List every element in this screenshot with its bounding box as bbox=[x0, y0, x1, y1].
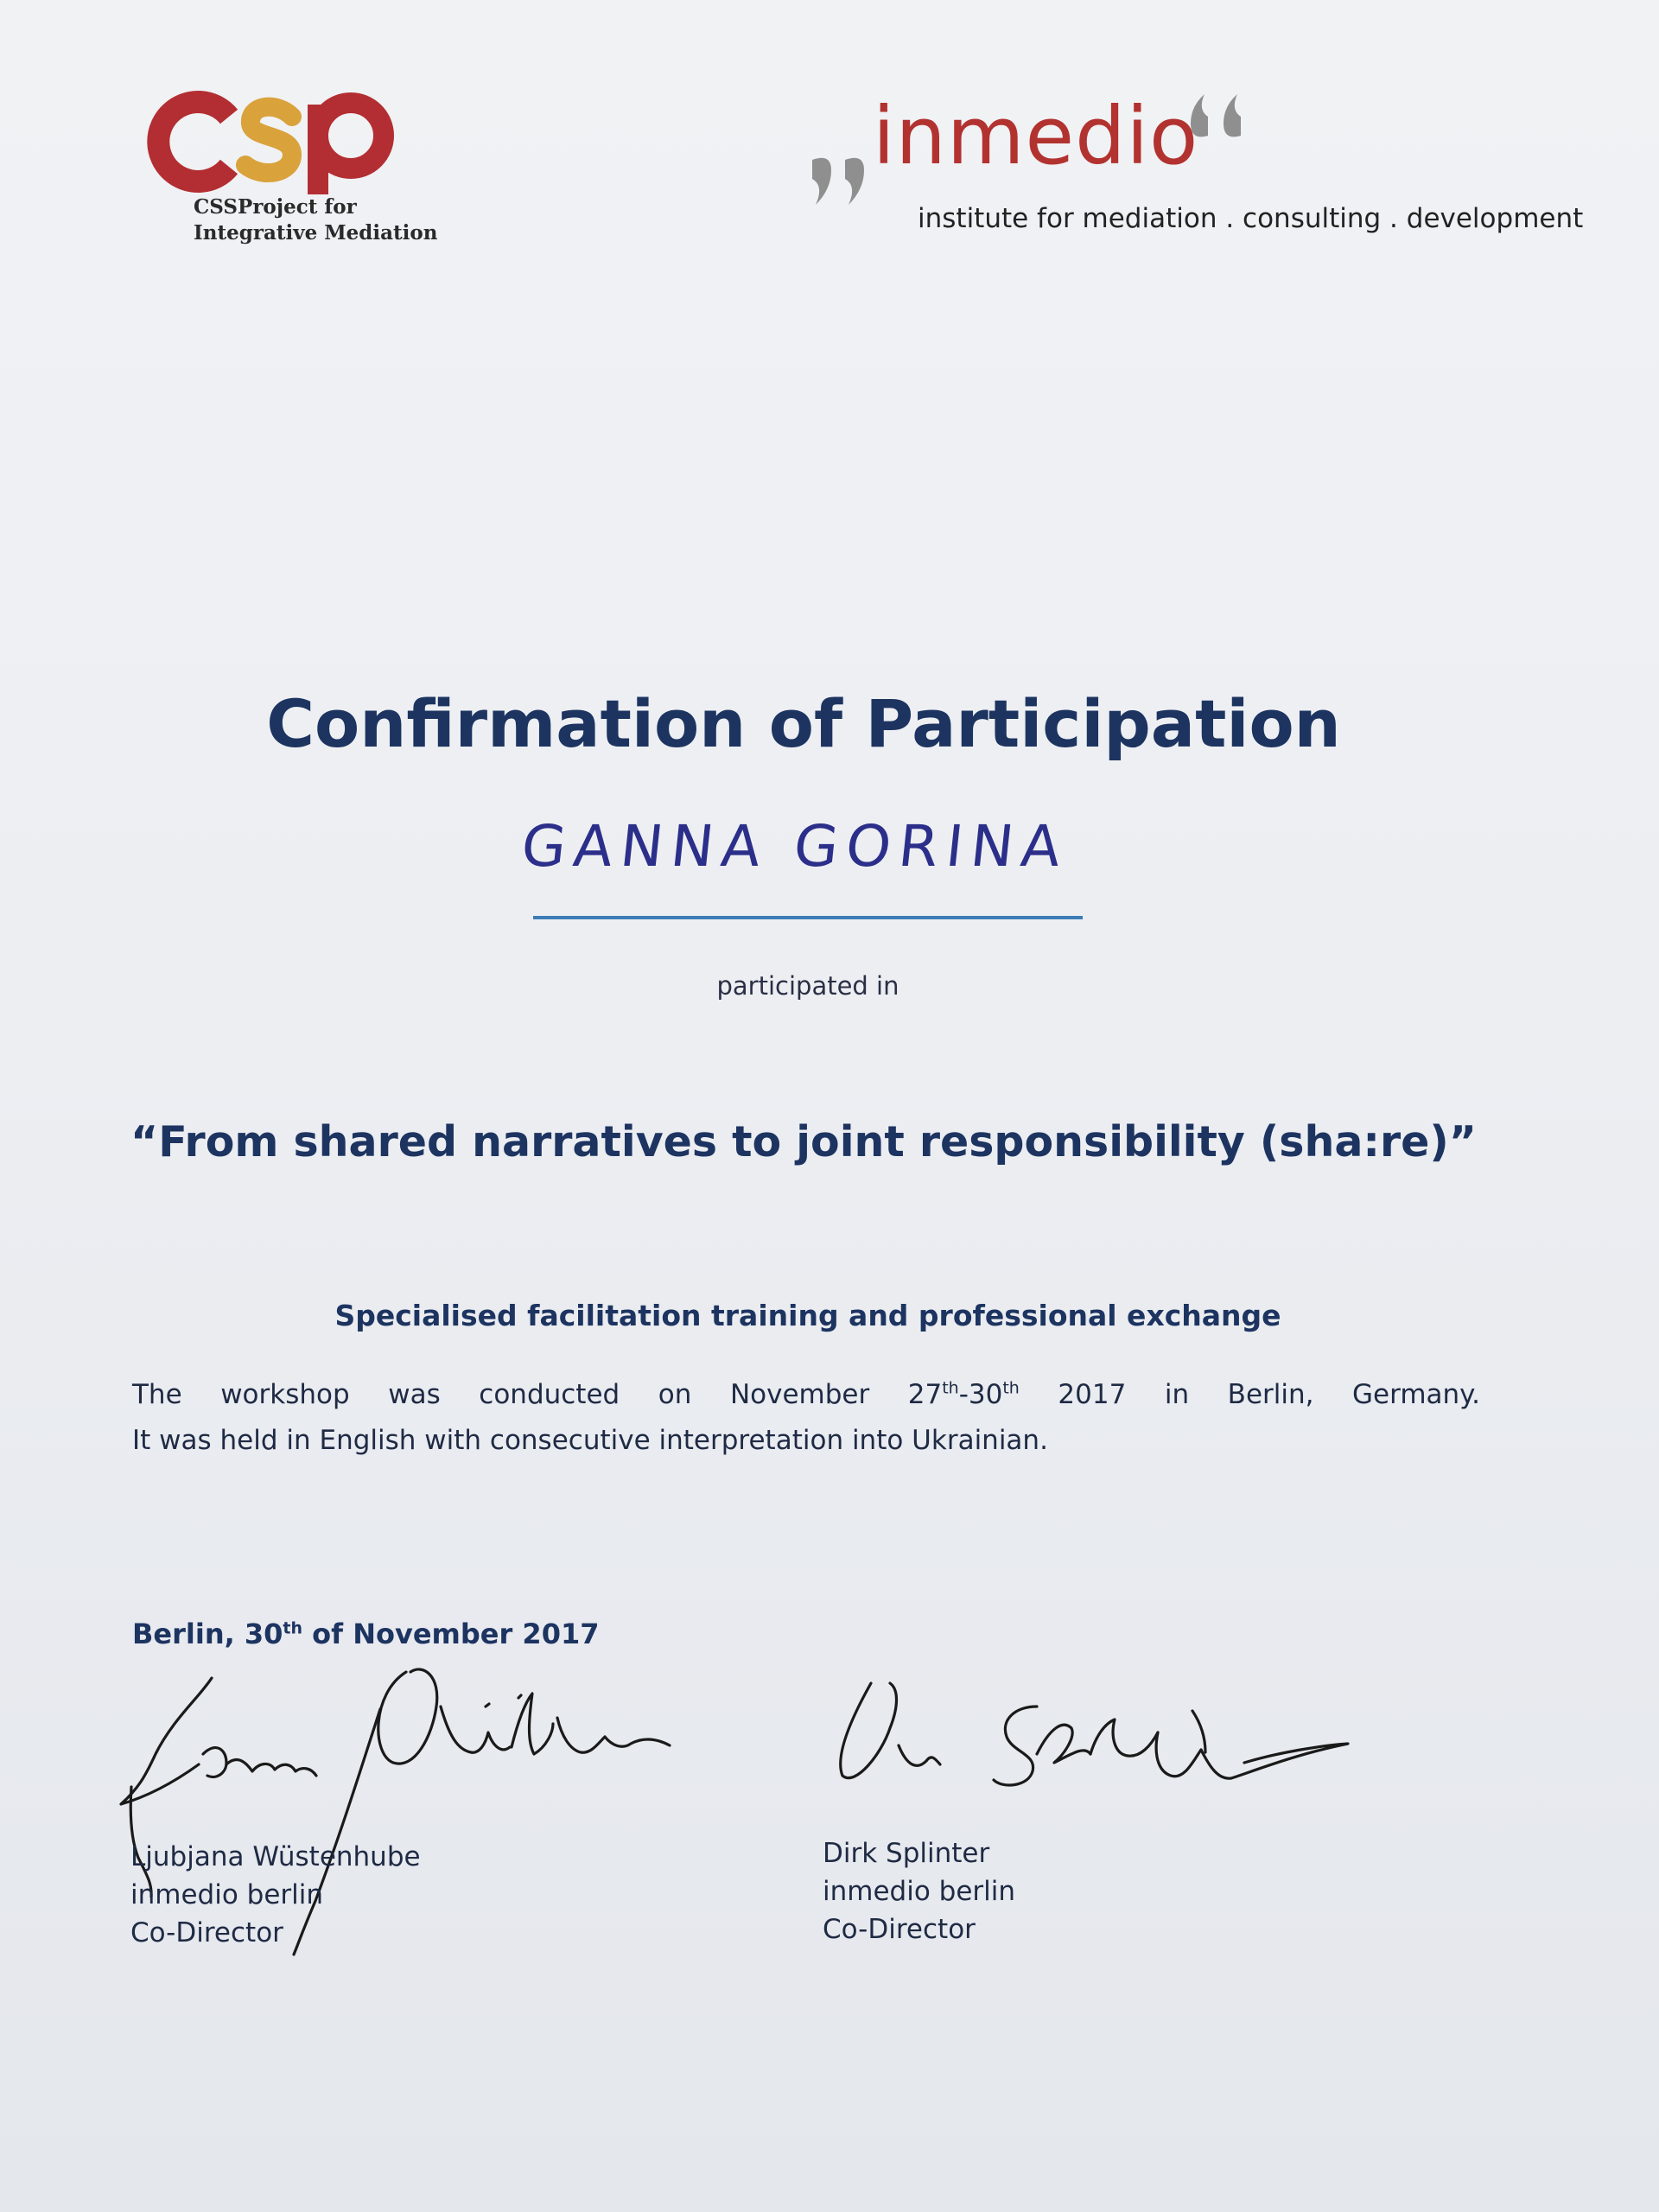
desc-word: workshop bbox=[220, 1379, 350, 1410]
csp-logo-mark bbox=[147, 82, 432, 194]
place-date-rest: of November 2017 bbox=[302, 1618, 600, 1650]
name-underline bbox=[533, 916, 1083, 919]
date-end-suffix: th bbox=[1002, 1378, 1020, 1398]
desc-word: was bbox=[388, 1379, 441, 1410]
inmedio-logo bbox=[804, 73, 1584, 246]
signatory-org: inmedio berlin bbox=[130, 1879, 324, 1910]
inmedio-tagline: institute for mediation . consulting . development bbox=[918, 203, 1584, 234]
desc-word: Germany. bbox=[1352, 1379, 1480, 1410]
desc-word: The bbox=[132, 1379, 182, 1410]
inmedio-wordmark: inmedio bbox=[873, 90, 1199, 182]
signatory-right bbox=[823, 1834, 1015, 1948]
signatory-role: Co-Director bbox=[823, 1914, 976, 1945]
desc-word: 2017 bbox=[1058, 1379, 1127, 1410]
csp-caption-line2: Integrative Mediation bbox=[194, 221, 438, 245]
workshop-subtitle: Specialised facilitation training and professional exchange bbox=[334, 1299, 1281, 1332]
desc-word: on bbox=[658, 1379, 692, 1410]
signatory-role: Co-Director bbox=[130, 1917, 283, 1948]
desc-word: conducted bbox=[479, 1379, 620, 1410]
place-date-suffix: th bbox=[283, 1618, 303, 1638]
csp-caption bbox=[194, 194, 437, 246]
signatory-name: Ljubjana Wüstenhube bbox=[130, 1841, 421, 1872]
date-start-suffix: th bbox=[942, 1378, 959, 1398]
signatory-name: Dirk Splinter bbox=[823, 1838, 990, 1869]
desc-word: Berlin, bbox=[1227, 1379, 1314, 1410]
date-end: 30 bbox=[968, 1379, 1003, 1410]
csp-logo bbox=[147, 82, 438, 255]
participant-name: GANNA GORINA bbox=[518, 813, 1072, 880]
signatory-org: inmedio berlin bbox=[823, 1876, 1016, 1907]
desc-dates bbox=[908, 1377, 1020, 1412]
date-separator: - bbox=[958, 1379, 969, 1410]
signatory-left bbox=[130, 1838, 421, 1952]
description-line-1 bbox=[132, 1377, 1480, 1412]
description-line-2: It was held in English with consecutive interpretation into Ukrainian. bbox=[132, 1425, 1048, 1456]
place-date bbox=[132, 1616, 599, 1652]
place-date-prefix: Berlin, 30 bbox=[132, 1618, 283, 1650]
workshop-title: “From shared narratives to joint responsibility (sha:re)” bbox=[130, 1117, 1477, 1166]
desc-word: November bbox=[729, 1379, 870, 1410]
date-start: 27 bbox=[907, 1379, 943, 1410]
page-title: Confirmation of Participation bbox=[266, 685, 1341, 762]
desc-word: in bbox=[1164, 1379, 1190, 1410]
csp-caption-line1: CSSProject for bbox=[194, 195, 357, 219]
participated-in-label: participated in bbox=[716, 971, 899, 1001]
signature-right bbox=[841, 1683, 1348, 1785]
